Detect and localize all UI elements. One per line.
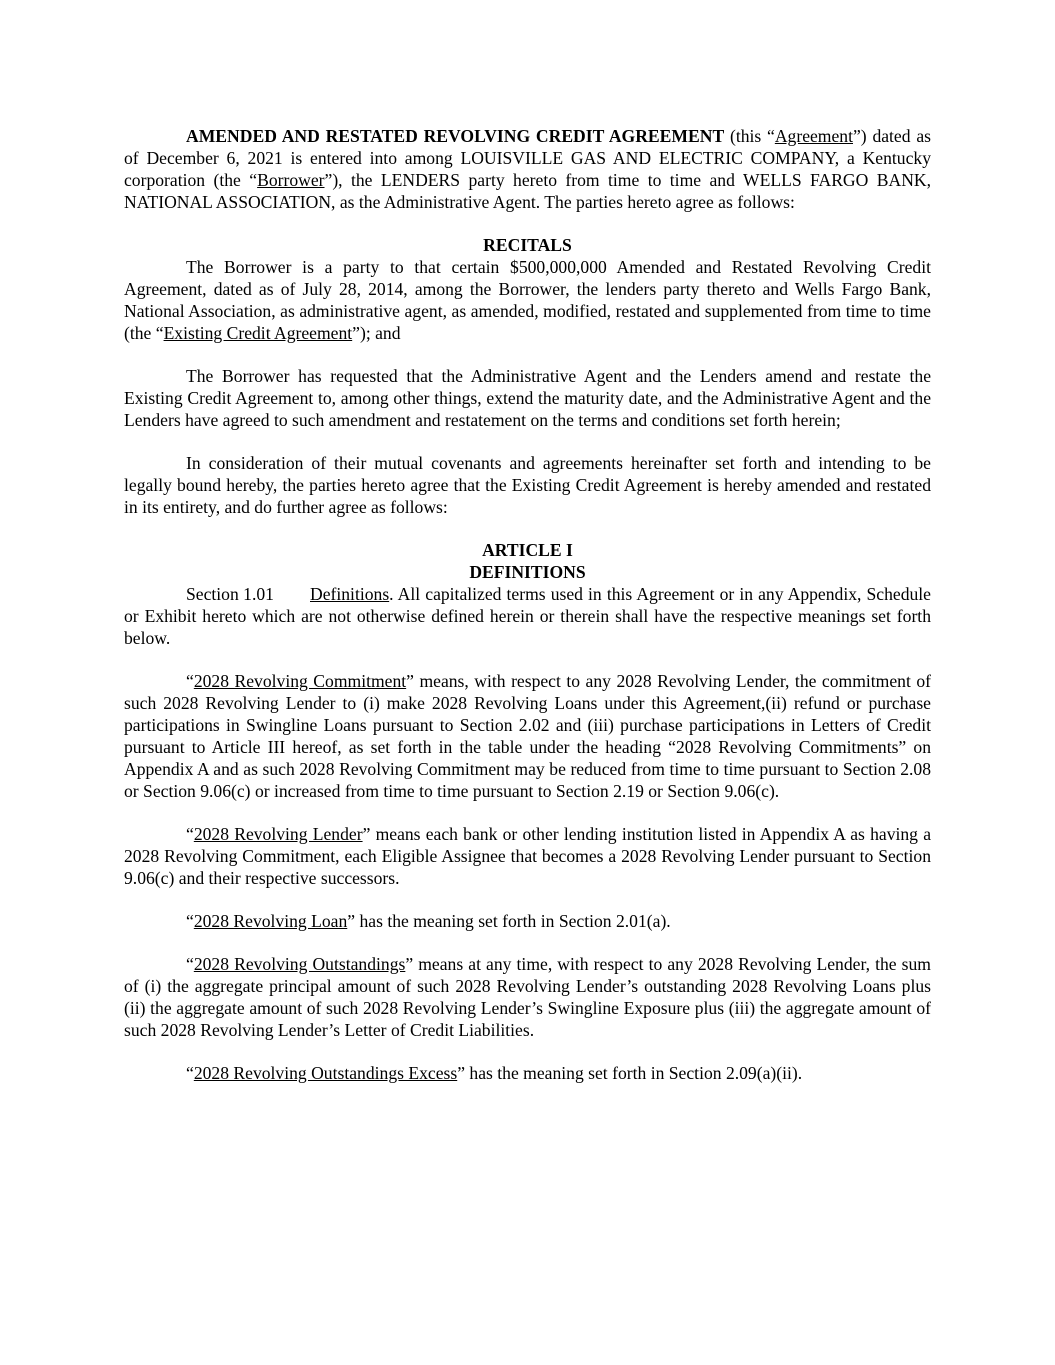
definition-paragraph: “2028 Revolving Lender” means each bank or other lending institution listed in Appendix A as having a 2028 Revolving Commitment, each Eligible Assignee that becomes a 2028 Revolving Lender pursuant to Section 9.06(c) and their respective successors.	[124, 824, 932, 888]
recital-paragraph-2: The Borrower has requested that the Administrative Agent and the Lenders amend and restate the Existing Credit Agreement to, among other things, extend the maturity date, and the Administrative Agent and the Lenders have agreed to such amendment and restatement on the terms and conditions set forth herein;	[124, 366, 931, 430]
intro-paragraph: AMENDED AND RESTATED REVOLVING CREDIT AGREEMENT (this “Agreement”) dated as of December 6, 2021 is entered into among LOUISVILLE GAS AND ELECTRIC COMPANY, a Kentucky corporation (the “Borrower”), the LENDERS party hereto from time to time and WELLS FARGO BANK, NATIONAL ASSOCIATION, as the Administrative Agent. The parties hereto agree as follows:	[124, 126, 932, 212]
definition-paragraph: “2028 Revolving Commitment” means, with respect to any 2028 Revolving Lender, the commitment of such 2028 Revolving Lender to (i) make 2028 Revolving Loans under this Agreement,(ii) refund or purchase participations in Swingline Loans pursuant to Section 2.02 and (iii) purchase participations in Letters of Credit pursuant to Article III hereof, as set forth in the table under the heading “2028 Revolving Commitments” on Appendix A and as such 2028 Revolving Commitment may be reduced from time to time pursuant to Section 2.08 or Section 9.06(c) or increased from time to time pursuant to Section 2.19 or Section 9.06(c).	[124, 671, 931, 801]
section-1-01-paragraph: Section 1.01 Definitions. All capitalized terms used in this Agreement or in any Appendix, Schedule or Exhibit hereto which are not otherwise defined herein or therein shall have the respective meanings set forth below.	[124, 584, 931, 648]
recital-paragraph-1: The Borrower is a party to that certain $500,000,000 Amended and Restated Revolving Credit Agreement, dated as of July 28, 2014, among the Borrower, the lenders party thereto and Wells Fargo Bank, National Association, as administrative agent, as amended, modified, restated and supplemented from time to time (the “Existing Credit Agreement”); and	[124, 257, 931, 343]
defined-term: 2028 Revolving Commitment	[193, 671, 407, 691]
defined-term-borrower: Borrower	[257, 170, 325, 190]
section-title: Definitions	[310, 584, 390, 604]
definition-paragraph: “2028 Revolving Outstandings” means at any time, with respect to any 2028 Revolving Lender, the sum of (i) the aggregate principal amount of such 2028 Revolving Lender’s outstanding 2028 Revolving Loans plus (ii) the aggregate amount of such 2028 Revolving Lender’s Swingline Exposure plus (iii) the aggregate amount of such 2028 Revolving Lender’s Letter of Credit Liabilities.	[124, 954, 931, 1040]
defined-term: 2028 Revolving Outstandings	[193, 954, 406, 974]
defined-term: 2028 Revolving Loan	[193, 911, 348, 931]
definition-paragraph: “2028 Revolving Loan” has the meaning set forth in Section 2.01(a).	[186, 911, 671, 931]
recitals-heading: RECITALS	[483, 235, 572, 255]
article-title: DEFINITIONS	[469, 562, 586, 582]
defined-term: 2028 Revolving Outstandings Excess	[193, 1063, 458, 1083]
recital-paragraph-3: In consideration of their mutual covenants and agreements hereinafter set forth and intending to be legally bound hereby, the parties hereto agree that the Existing Credit Agreement is hereby amended and restated in its entirety, and do further agree as follows:	[124, 453, 931, 517]
defined-term: 2028 Revolving Lender	[193, 824, 363, 844]
defined-term-agreement: Agreement	[774, 126, 853, 146]
article-number: ARTICLE I	[482, 540, 573, 560]
section-number: Section 1.01	[186, 584, 274, 604]
agreement-title: AMENDED AND RESTATED REVOLVING CREDIT AGREEMENT	[186, 126, 725, 146]
defined-term-existing-credit-agreement: Existing Credit Agreement	[163, 323, 353, 343]
definition-paragraph: “2028 Revolving Outstandings Excess” has the meaning set forth in Section 2.09(a)(ii).	[186, 1063, 803, 1083]
document-page	[124, 125, 931, 1084]
